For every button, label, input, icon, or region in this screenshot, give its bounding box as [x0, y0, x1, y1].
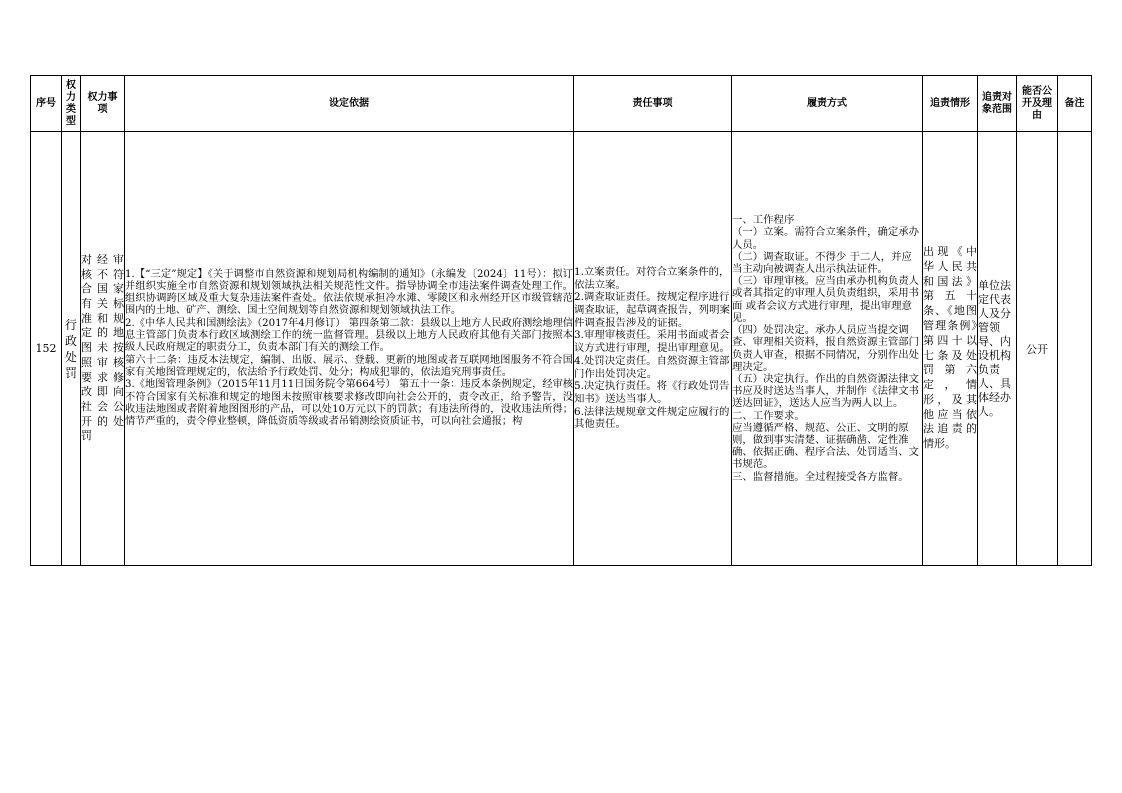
- responsibility-item: 6.法律法规规章文件规定应履行的其他责任。: [574, 405, 730, 431]
- header-situation: 追责情形: [923, 76, 978, 132]
- basis-paragraph: 1.【“三定”规定】《关于调整市自然资源和规划局机构编制的通知》（永编发〔2024〕11号）：拟订并组织实施全市自然资源和规划领域执法相关规范性文件。指导协调全市违法案件调查处理工作。组织协调跨区域及重大复杂违法案件查处。依法依规承担冷水滩、零陵区和永州经开区市级管辖范围内的土地、矿产、测绘、国土空间规划等自然资源和规划领域执法工作。: [125, 268, 573, 317]
- header-seq: 序号: [31, 76, 62, 132]
- row-public: 公开: [1017, 132, 1058, 566]
- row-basis: [125, 132, 574, 566]
- basis-paragraph: 2.《中华人民共和国测绘法》（2017年4月修订） 第四条第二款：县级以上地方人民政府测绘地理信息主管部门负责本行政区域测绘工作的统一监督管理。县级以上地方人民政府其他有关部门按照本级人民政府规定的职责分工，负责本部门有关的测绘工作。: [125, 317, 573, 354]
- row-responsibility: [574, 132, 732, 566]
- method-item: 二、工作要求。: [732, 409, 805, 422]
- header-remark: 备注: [1058, 76, 1092, 132]
- table-header-row: [31, 76, 1092, 132]
- responsibility-item: 2.调查取证责任。按规定程序进行调查取证，起草调查报告，列明案件调查报告涉及的证据。: [574, 291, 730, 329]
- basis-paragraph: 第六十二条：违反本法规定，编制、出版、展示、登载、更新的地图或者互联网地图服务不符合国家有关地图管理规定的，依法给予行政处罚、处分；构成犯罪的，依法追究刑事责任。: [125, 354, 573, 378]
- method-item: 一、工作程序: [732, 214, 795, 227]
- method-item: （四）处罚决定。承办人员应当提交调查、审理相关资料，报自然资源主管部门负责人审查，根据不同情况，分别作出处理决定。: [732, 324, 920, 373]
- header-responsibility: 责任事项: [574, 76, 732, 132]
- header-public: 能否公开及理由: [1017, 76, 1058, 132]
- row-scope: 单位法定代表人及分管领导、内设机构负责人、具体经办人。: [978, 132, 1017, 566]
- method-item: （二）调查取证。不得少 于二人，并应当主动向被调查人出示执法证件。: [732, 250, 912, 276]
- method-item: （五）决定执行。作出的自然资源法律文书应及时送达当事人，并制作《法律文书送达回证》，送达人应当为两人以上。: [732, 372, 920, 410]
- power-list-table: [30, 75, 1092, 566]
- row-situation: 出现《中华人民共和国法》第五十条、《地图管理条例》第四十以七条及处罚第六定，情形，及其他应当依法追责的情形。: [923, 132, 978, 566]
- table-row: [31, 132, 1092, 566]
- row-method: [732, 132, 923, 566]
- header-type: 权力类型: [62, 76, 81, 132]
- responsibility-item: 5.决定执行责任。将《行政处罚告知书》送达当事人。: [574, 380, 730, 405]
- responsibility-item: 1.立案责任。对符合立案条件的，依法立案。: [574, 265, 730, 291]
- method-item: （一）立案。需符合立案条件，确定承办人员。: [732, 226, 920, 251]
- method-item: （三）审理审核。应当由承办机构负责人或者其指定的审理人员负责组织，采用书面 或者会议方式进行审理，提出审理意见。: [732, 275, 920, 324]
- responsibility-item: 4.处罚决定责任。自然资源主管部门作出处罚决定。: [574, 354, 730, 380]
- row-type: 行政处罚: [62, 132, 81, 566]
- header-method: 履责方式: [732, 76, 923, 132]
- basis-paragraph: 3.《地图管理条例》（2015年11月11日国务院令第664号） 第五十一条：违反本条例规定，经审核不符合国家有关标准和规定的地图未按照审核要求修改即向社会公开的，责令改正，给予警告，没收违法地图或者附着地图图形的产品，可以处10万元以下的罚款；有违法所得的，没收违法所得；情节严重的，责令停业整顿，降低资质等级或者吊销测绘资质证书，可以向社会通报；构: [125, 379, 573, 428]
- method-item: 应当遵循严格、规范、公正、文明的原则，做到事实清楚、证据确凿、定性准确、依据正确、程序合法、处罚适当、文书规范。: [732, 421, 920, 471]
- header-basis: 设定依据: [125, 76, 574, 132]
- row-matter: 对经审核不符合国家有关标准和规定的地图未按照审核要求修改即向社会公开的处罚: [81, 132, 125, 566]
- header-matter: 权力事项: [81, 76, 125, 132]
- row-remark: [1058, 132, 1092, 566]
- header-scope: 追责对象范围: [978, 76, 1017, 132]
- responsibility-item: 3.审理审核责任。采用书面或者会议方式进行审理，提出审理意见。: [574, 329, 730, 355]
- row-seq: 152: [31, 132, 62, 566]
- method-item: 三、监督措施。全过程接受各方监督。: [732, 470, 909, 483]
